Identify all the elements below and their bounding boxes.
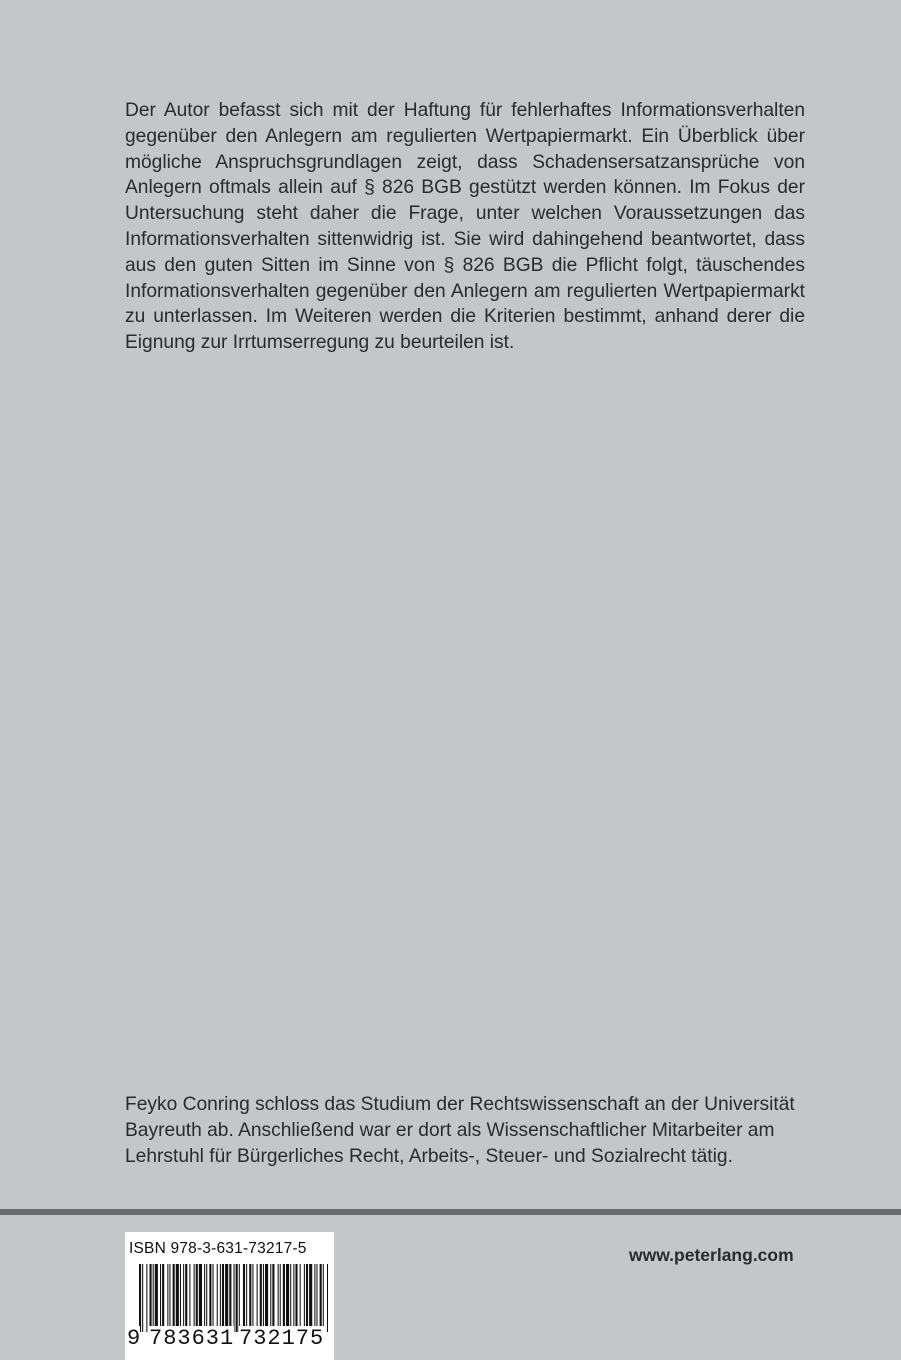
back-cover-blurb: Der Autor befasst sich mit der Haftung für fehlerhaftes Informationsverhalten gegenüber den Anlegern am regulierten Wertpapiermarkt. Ein Überblick über mögliche Anspruchsgrundlagen zeigt, dass Schadensersatzansprüche von Anlegern oftmals allein auf § 826 BGB gestützt werden können. Im Fokus der Untersuchung steht daher die Frage, unter welchen Voraussetzungen das Informationsverhalten sittenwidrig ist. Sie wird dahingehend beantwortet, dass aus den guten Sitten im Sinne von § 826 BGB die Pflicht folgt, täuschendes Informationsverhalten gegenüber den Anlegern am regulierten Wertpapiermarkt zu unterlassen. Im Weiteren werden die Kriterien bestimmt, anhand derer die Eignung zur Irrtumserregung zu beurteilen ist. — [125, 100, 805, 354]
author-bio-line: Feyko Conring schloss das Studium der Rechtswissenschaft an der Universität — [125, 1094, 795, 1115]
barcode-digits — [127, 1324, 332, 1354]
author-bio — [125, 1092, 815, 1169]
author-bio-line: Bayreuth ab. Anschließend war er dort als Wissenschaftlicher Mitarbeiter am — [125, 1119, 775, 1141]
isbn-barcode-panel — [125, 1232, 334, 1360]
barcode-icon — [139, 1264, 329, 1332]
barcode-digit-first: 9 — [127, 1326, 141, 1351]
barcode-digits-right: 732175 — [239, 1326, 325, 1351]
author-bio-line: Lehrstuhl für Bürgerliches Recht, Arbeits-, Steuer- und Sozialrecht tätig. — [125, 1145, 733, 1167]
publisher-website-link[interactable]: www.peterlang.com — [629, 1245, 794, 1265]
barcode-digits-left: 783631 — [149, 1326, 235, 1351]
isbn-label: ISBN 978-3-631-73217-5 — [129, 1240, 307, 1257]
footer-divider — [0, 1209, 901, 1215]
